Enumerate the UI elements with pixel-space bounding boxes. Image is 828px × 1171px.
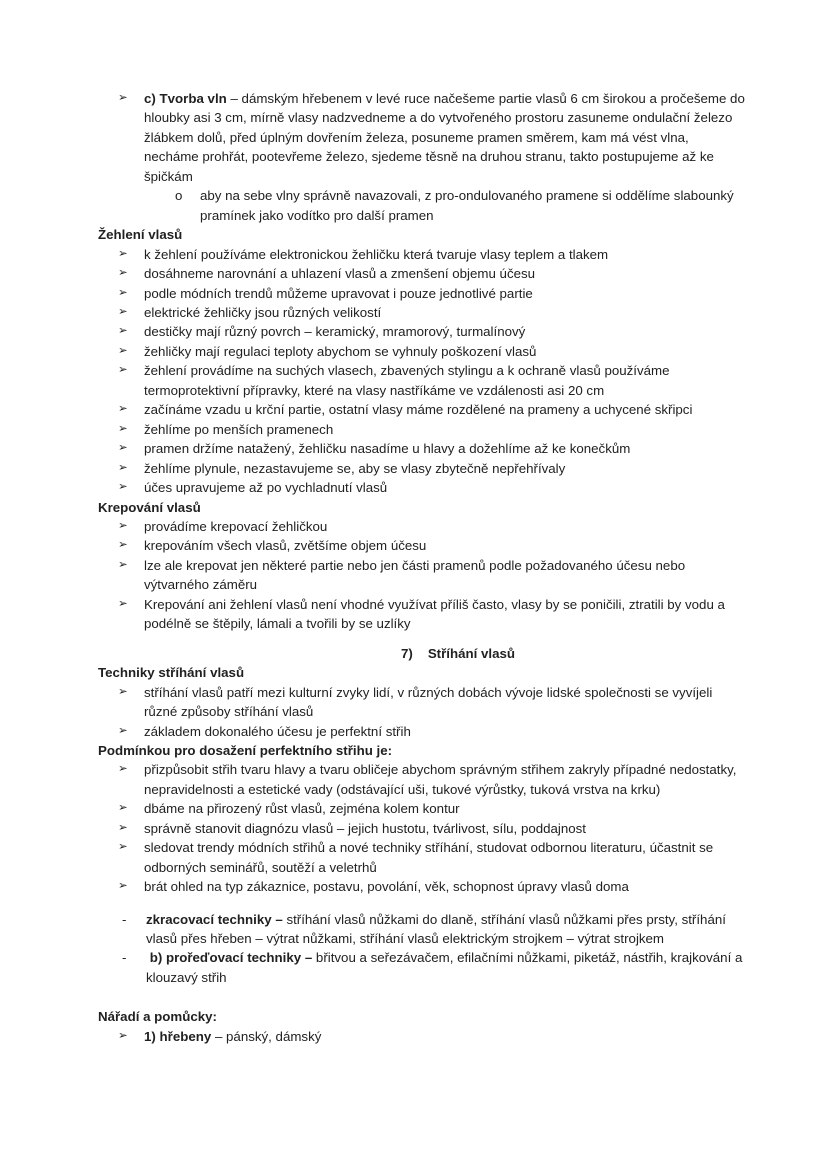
bullet-item [98,595,746,634]
section-spacer [98,987,746,1007]
item-text: stříhání vlasů nůžkami do dlaně, stříhání vlasů nůžkami přes prsty, stříhání vlasů přes hřeben – výtrat nůžkami, stříhání vlasů elektrickým strojkem – výtrat strojkem [146,911,730,947]
bullet-item [98,517,746,536]
item-text: podle módních trendů můžeme upravovat i pouze jednotlivé partie [144,285,533,301]
item-text: – pánský, dámský [211,1028,322,1044]
arrow-bullet-icon: ➢ [118,267,128,280]
item-text: provádíme krepovací žehličkou [144,518,328,534]
item-text: žehlíme po menších pramenech [144,421,334,437]
arrow-bullet-icon: ➢ [118,481,128,494]
bullet-item [98,420,746,439]
arrow-bullet-icon: ➢ [118,1029,128,1042]
item-text: žehlení provádíme na suchých vlasech, zbavených stylingu a k ochraně vlasů používáme termoprotektivní přípravky, které na vlasy nastříkáme ve vzdálenosti asi 20 cm [144,363,674,398]
bullet-item [98,322,746,341]
section-heading: Nářadí a pomůcky: [98,1009,217,1025]
item-text: lze ale krepovat jen některé partie nebo jen části pramenů podle požadovaného účesu nebo výtvarného záměru [144,557,689,593]
arrow-bullet-icon: ➢ [118,325,128,338]
item-text: krepováním všech vlasů, zvětšíme objem účesu [144,538,427,554]
bullet-item [98,245,746,264]
bullet-item [98,536,746,555]
section-heading: Krepování vlasů [98,499,201,515]
bullet-item [98,838,746,877]
bullet-item [98,683,746,722]
chapter-heading [134,644,782,663]
bullet-item [98,400,746,419]
item-text: aby na sebe vlny správně navazovali, z pro-ondulovaného pramene si oddělíme slabounký pramínek jako vodítko pro další pramen [200,188,738,223]
dash-item [98,948,746,987]
arrow-bullet-icon: ➢ [118,305,128,318]
arrow-bullet-icon: ➢ [118,442,128,455]
item-text: dbáme na přirozený růst vlasů, zejména kolem kontur [144,801,460,817]
bullet-item [98,1027,746,1046]
item-text: Krepování ani žehlení vlasů není vhodné využívat příliš často, vlasy by se poničili, ztratili by vodu a podélně se štěpily, lámali a tvořili by se uzlíky [144,596,729,632]
bullet-item [98,799,746,818]
circle-bullet-icon: o [175,188,183,204]
item-text: žehličky mají regulaci teploty abychom se vyhnuly poškození vlasů [144,343,537,359]
bullet-item [98,89,749,186]
bullet-item [98,459,746,478]
item-text: správně stanovit diagnózu vlasů – jejich hustotu, tvárlivost, sílu, poddajnost [144,820,587,836]
item-text: brát ohled na typ zákaznice, postavu, povolání, věk, schopnost úpravy vlasů doma [144,879,629,895]
arrow-bullet-icon: ➢ [118,247,128,260]
chapter-number: 7) [400,645,413,661]
bullet-item [98,342,746,361]
arrow-bullet-icon: ➢ [118,403,128,416]
item-text: břitvou a seřezávačem, efilačními nůžkami, piketáž, nástřih, krajkování a klouzavý střih [146,950,747,985]
arrow-bullet-icon: ➢ [118,286,128,299]
item-text: elektrické žehličky jsou různých velikostí [144,304,382,320]
dash-item [98,910,746,949]
arrow-bullet-icon: ➢ [118,422,128,435]
dash-bullet-icon: - [122,950,127,966]
arrow-bullet-icon: ➢ [118,841,128,854]
document-content [98,89,749,1046]
arrow-bullet-icon: ➢ [118,461,128,474]
bold-lead-text: c) Tvorba vln [144,91,227,106]
item-text: pramen držíme natažený, žehličku nasadíme u hlavy a dožehlíme až ke konečkům [144,441,631,457]
item-text: žehlíme plynule, nezastavujeme se, aby se vlasy zbytečně nepřehřívaly [144,460,566,476]
section-spacer [98,897,746,910]
arrow-bullet-icon: ➢ [118,763,128,776]
item-text: sledovat trendy módních střihů a nové techniky stříhání, studovat odbornou literaturu, účastnit se odborných seminářů, soutěží a veletrhů [144,840,717,875]
arrow-bullet-icon: ➢ [118,821,128,834]
bold-lead-text: zkracovací techniky – [146,911,283,927]
arrow-bullet-icon: ➢ [118,364,128,377]
bullet-item [98,264,746,283]
bullet-item [98,877,746,896]
item-text: dosáhneme narovnání a uhlazení vlasů a zmenšení objemu účesu [144,266,536,282]
item-text: základem dokonalého účesu je perfektní střih [144,723,411,739]
bullet-item [98,303,746,322]
bullet-item [98,722,746,741]
section-spacer [98,634,746,644]
arrow-bullet-icon: ➢ [118,539,128,552]
arrow-bullet-icon: ➢ [118,92,128,104]
bullet-item [98,284,746,303]
arrow-bullet-icon: ➢ [118,802,128,815]
arrow-bullet-icon: ➢ [118,597,128,610]
arrow-bullet-icon: ➢ [118,685,128,698]
section-heading: Podmínkou pro dosažení perfektního střihu je: [98,742,393,758]
bullet-item [98,439,746,458]
arrow-bullet-icon: ➢ [118,519,128,532]
arrow-bullet-icon: ➢ [118,344,128,357]
item-text: k žehlení používáme elektronickou žehličku která tvaruje vlasy teplem a tlakem [144,246,609,262]
bullet-item [98,760,746,799]
arrow-bullet-icon: ➢ [118,724,128,737]
item-text: účes upravujeme až po vychladnutí vlasů [144,480,388,496]
arrow-bullet-icon: ➢ [118,558,128,571]
item-text: stříhání vlasů patří mezi kulturní zvyky lidí, v různých dobách vývoje lidské společnosti se vyvíjeli různé způsoby stříhání vlasů [144,684,717,720]
bullet-item [98,556,746,595]
section-heading: Žehlení vlasů [98,227,183,243]
bold-lead-text: 1) hřebeny [144,1028,212,1044]
item-text: přizpůsobit střih tvaru hlavy a tvaru obličeje abychom správným střihem zakryly případné nedostatky, nepravidelnosti a estetické vady (odstávající uši, tukové výrůstky, tuková vrstva na krku) [144,762,741,797]
sub-bullet-item [98,186,746,225]
bullet-item [98,819,746,838]
item-text: – dámským hřebenem v levé ruce načešeme partie vlasů 6 cm širokou a pročešeme do hloubky asi 3 cm, mírně vlasy nadzvedneme a do vytvořeného prostoru zasuneme ondulační železo žlábkem dolů, před úplným dovřením železa, posuneme pramen směrem, kam má vést vlna, necháme prohřát, pootevřeme železo, sjedeme těsně na druhou stranu, takto postupujeme až ke špičkám [144,91,749,184]
bullet-item [98,478,746,497]
chapter-title: Stříhání vlasů [427,645,516,661]
item-text: začínáme vzadu u krční partie, ostatní vlasy máme rozdělené na prameny a uchycené skřipci [144,402,693,418]
bold-lead-text: b) prořeďovací techniky – [146,950,313,966]
section-heading: Techniky stříhání vlasů [98,665,245,681]
dash-bullet-icon: - [122,911,127,927]
item-text: destičky mají různý povrch – keramický, mramorový, turmalínový [144,324,526,340]
bullet-item [98,361,746,400]
arrow-bullet-icon: ➢ [118,880,128,893]
